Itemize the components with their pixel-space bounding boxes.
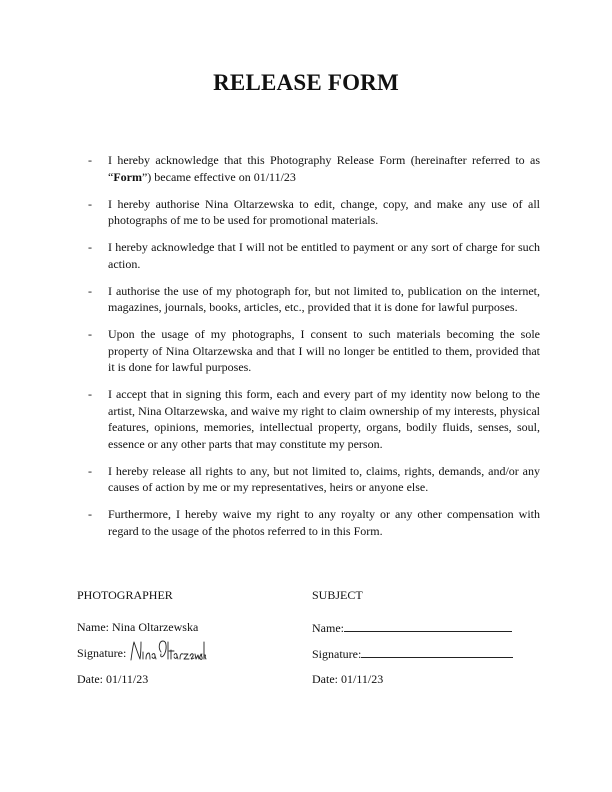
subject-name-blank[interactable]: [344, 620, 512, 632]
form-term: Form: [113, 169, 142, 184]
clause-text: Upon the usage of my photographs, I consent to such materials becoming the sole property of Nina Oltarzewska and that I will no longer be entitled to them, provided that it is done for lawful purposes.: [108, 327, 540, 374]
photographer-heading: PHOTOGRAPHER: [77, 588, 173, 602]
page-title: RELEASE FORM: [213, 70, 399, 95]
bullet-dash: -: [88, 387, 92, 401]
bullet-dash: -: [88, 507, 92, 521]
photographer-signature-label: Signature:: [77, 646, 127, 660]
clause-text: Furthermore, I hereby waive my right to any royalty or any other compensation with regard to the usage of the photos referred to in this Form.: [108, 507, 540, 538]
subject-heading: SUBJECT: [312, 588, 363, 602]
clause-item: [88, 196, 540, 229]
clause-item: [88, 326, 540, 376]
bullet-dash: -: [88, 240, 92, 254]
photographer-date: Date: 01/11/23: [77, 672, 149, 686]
clause-item: [88, 152, 540, 185]
subject-date: Date: 01/11/23: [312, 672, 384, 686]
clause-item: [88, 386, 540, 452]
subject-signature-blank[interactable]: [361, 646, 513, 658]
bullet-dash: -: [88, 327, 92, 341]
clause-item: [88, 506, 540, 539]
clause-text: I hereby authorise Nina Oltarzewska to edit, change, copy, and make any use of all photographs of me to be used for promotional materials.: [108, 196, 540, 227]
photographer-name: Name: Nina Oltarzewska: [77, 620, 199, 634]
handwritten-signature: [129, 638, 207, 666]
bullet-dash: -: [88, 463, 92, 478]
clause-text: I authorise the use of my photograph for, but not limited to, publication on the internet, magazines, journals, books, articles, etc., provided that it is done for lawful purposes.: [108, 283, 540, 314]
subject-name-row: [312, 620, 512, 636]
bullet-dash: -: [88, 153, 92, 167]
clause-text: I hereby release all rights to any, but not limited to, claims, rights, demands, and/or any causes of action by me or my representatives, heirs or anyone else.: [108, 463, 540, 494]
subject-name-label: Name:: [312, 621, 344, 635]
clause-list: [88, 152, 540, 550]
clause-item: [88, 283, 540, 316]
clause-item: [88, 463, 540, 496]
subject-signature-row: [312, 646, 513, 662]
bullet-dash: -: [88, 283, 92, 298]
bullet-dash: -: [88, 196, 92, 211]
clause-text: I hereby acknowledge that I will not be entitled to payment or any sort of charge for such action.: [108, 240, 540, 271]
photographer-signature-row: [77, 646, 126, 661]
clause-text: I hereby acknowledge that this Photography Release Form (hereinafter referred to as “Form”) became effective on 01/11/23: [108, 153, 540, 184]
clause-text: I accept that in signing this form, each and every part of my identity now belong to the artist, Nina Oltarzewska, and waive my right to claim ownership of my interests, physical features, opinions, memories, intellectual property, organs, bodily fluids, senses, soul, essence or any other parts that may constitute my person.: [108, 387, 540, 451]
clause-item: [88, 239, 540, 272]
subject-signature-label: Signature:: [312, 647, 362, 661]
